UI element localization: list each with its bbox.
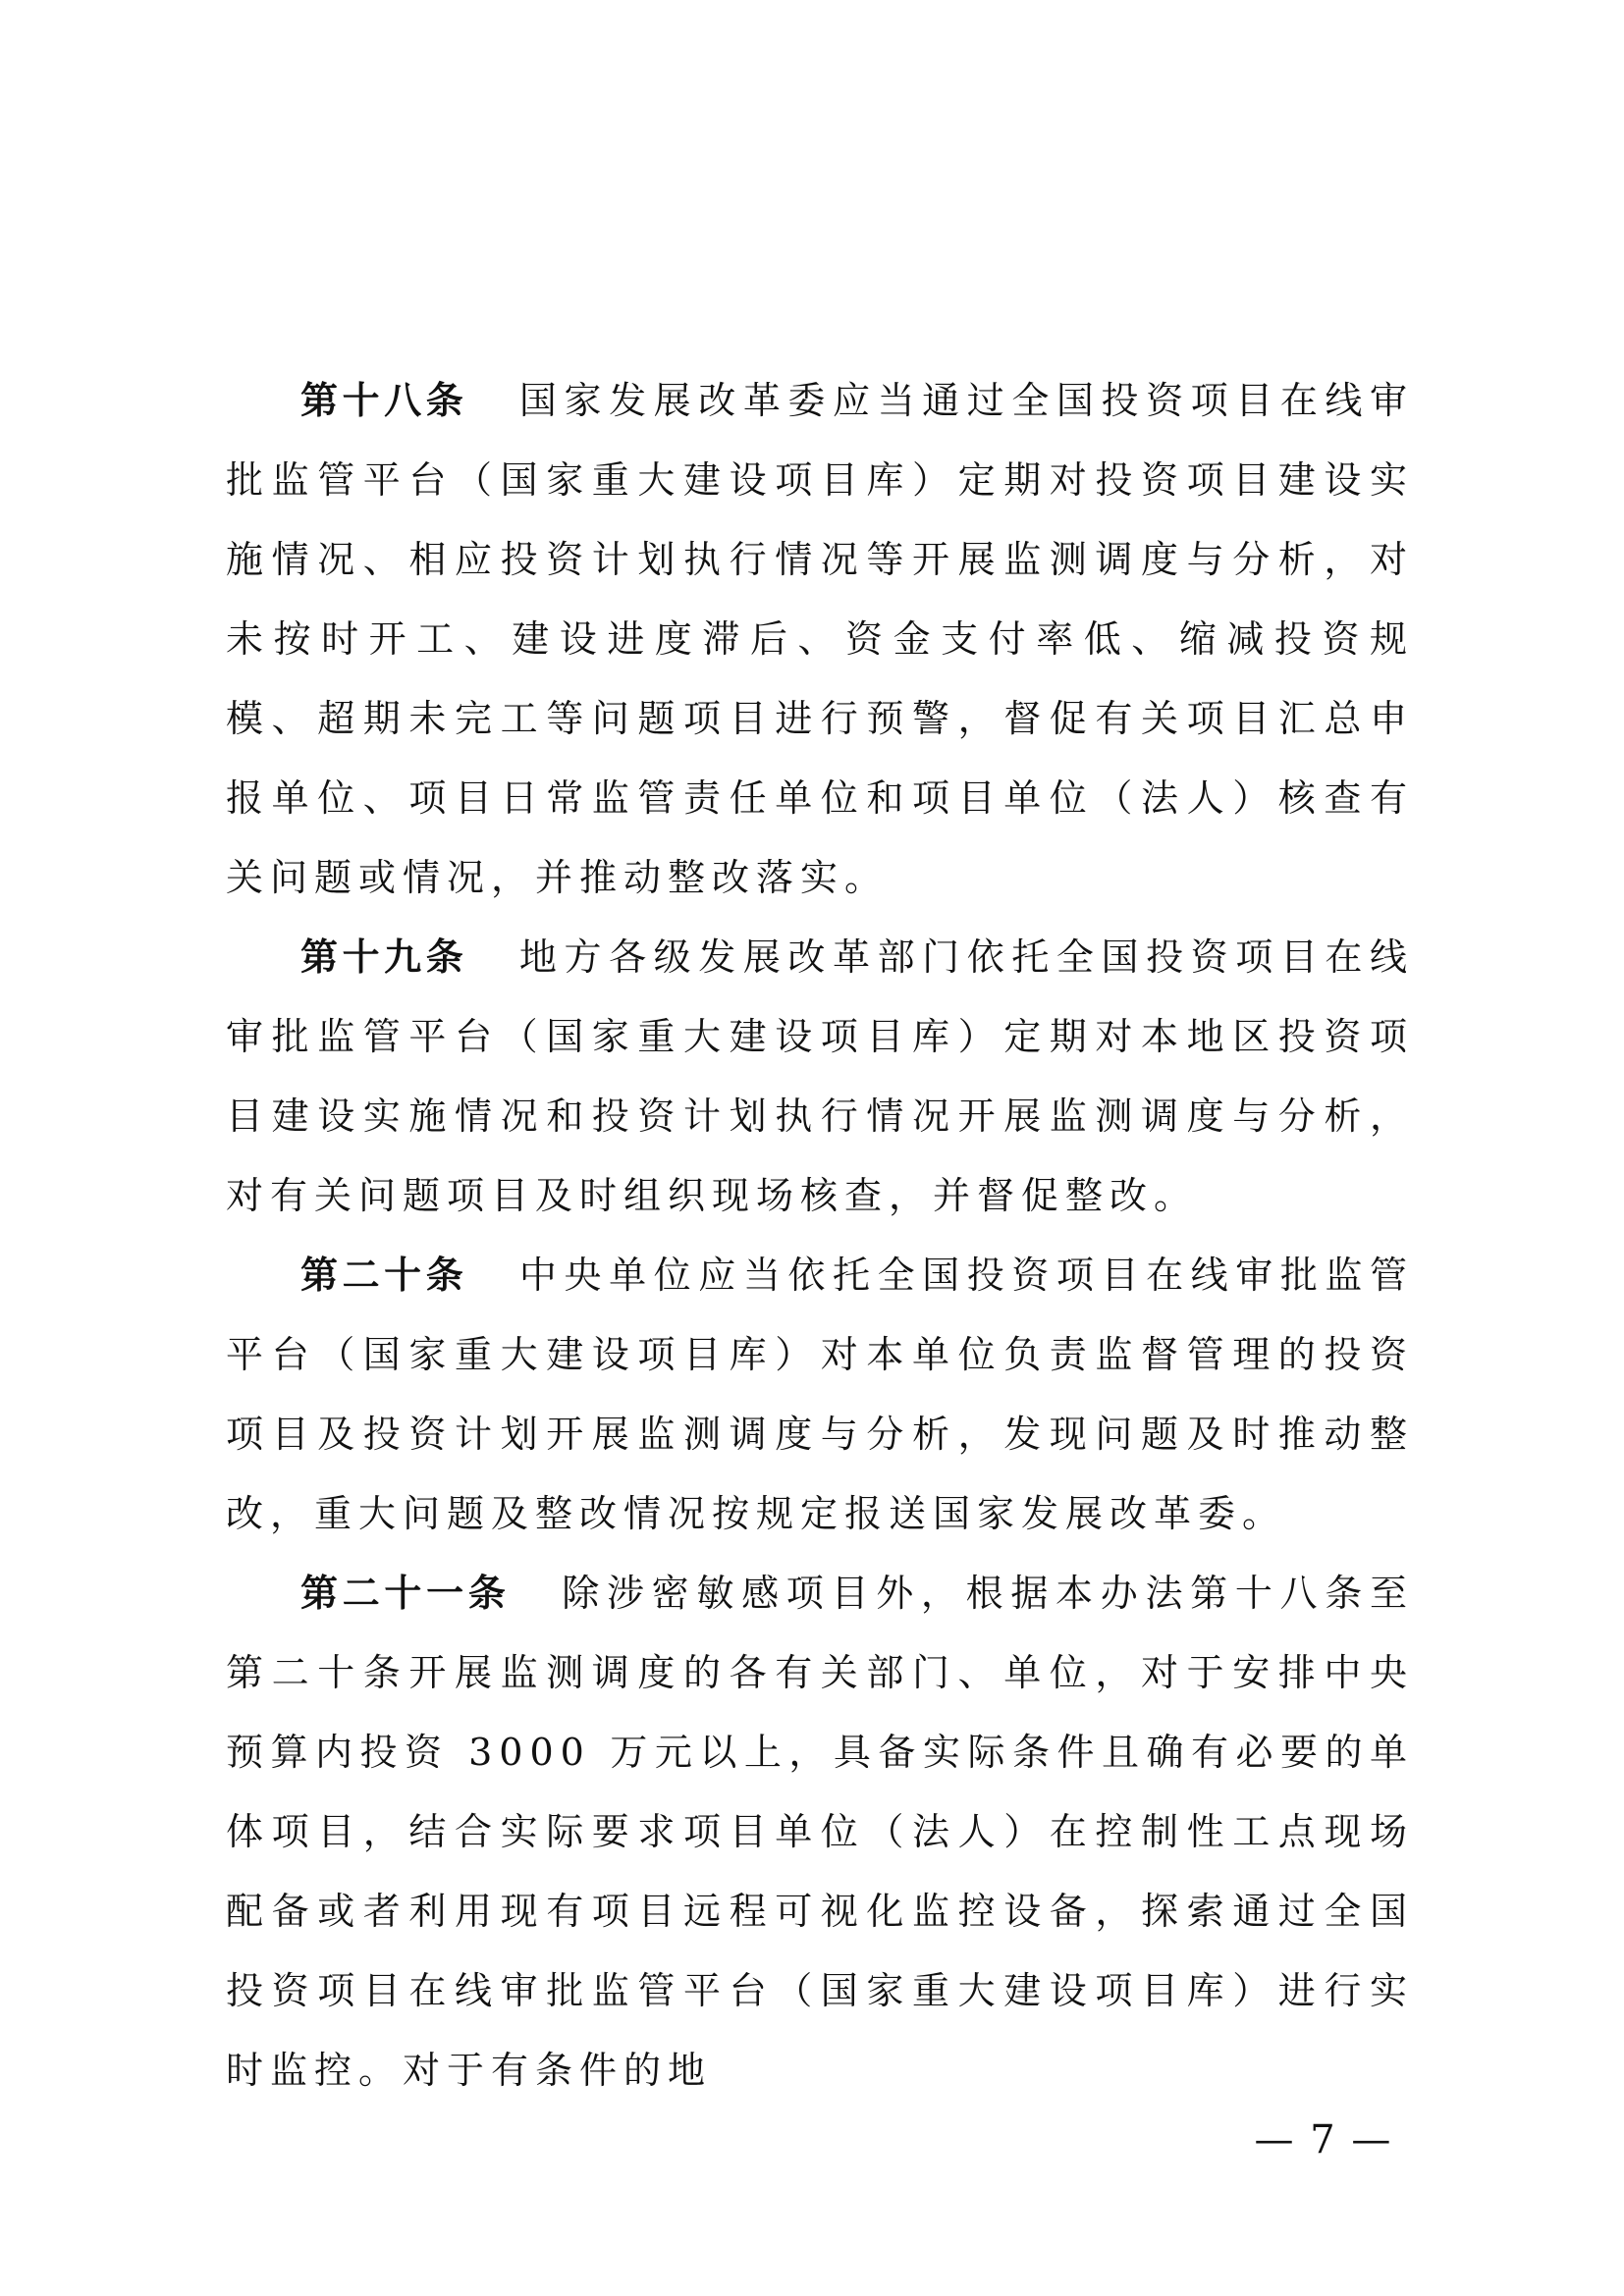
article-18-text: 国家发展改革委应当通过全国投资项目在线审批监管平台（国家重大建设项目库）定期对投资项目建设实施情况、相应投资计划执行情况等开展监测调度与分析，对未按时开工、建设进度滞后、资金支付率低、缩减投资规模、超期未完工等问题项目进行预警，督促有关项目汇总申报单位、项目日常监管责任单位和项目单位（法人）核查有关问题或情况，并推动整改落实。	[226, 379, 1414, 899]
article-20-title: 第二十条	[300, 1254, 468, 1297]
article-21	[226, 1554, 1414, 2110]
article-18-title: 第十八条	[300, 379, 468, 422]
article-20	[226, 1236, 1414, 1554]
article-18	[226, 361, 1414, 918]
document-body	[226, 361, 1414, 2110]
article-19	[226, 918, 1414, 1236]
article-20-text: 中央单位应当依托全国投资项目在线审批监管平台（国家重大建设项目库）对本单位负责监督管理的投资项目及投资计划开展监测调度与分析，发现问题及时推动整改，重大问题及整改情况按规定报送国家发展改革委。	[226, 1254, 1414, 1535]
article-21-title: 第二十一条	[300, 1572, 511, 1615]
article-21-text: 除涉密敏感项目外，根据本办法第十八条至第二十条开展监测调度的各有关部门、单位，对于安排中央预算内投资 3000 万元以上，具备实际条件且确有必要的单体项目，结合实际要求项目单位（法人）在控制性工点现场配备或者利用现有项目远程可视化监控设备，探索通过全国投资项目在线审批监管平台（国家重大建设项目库）进行实时监控。对于有条件的地	[226, 1572, 1414, 2092]
article-19-title: 第十九条	[300, 935, 468, 979]
page-number: — 7 —	[1254, 2117, 1393, 2163]
article-19-text: 地方各级发展改革部门依托全国投资项目在线审批监管平台（国家重大建设项目库）定期对本地区投资项目建设实施情况和投资计划执行情况开展监测调度与分析，对有关问题项目及时组织现场核查，并督促整改。	[226, 935, 1414, 1217]
